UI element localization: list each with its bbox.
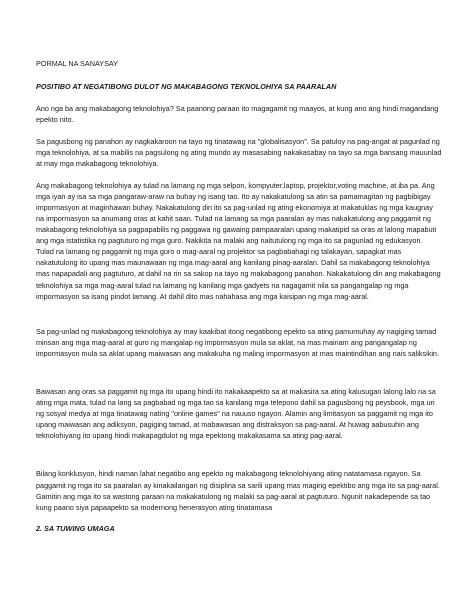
next-section-heading: 2. SA TUWING UMAGA xyxy=(36,524,115,534)
document-title: POSITIBO AT NEGATIBONG DULOT NG MAKABAGONG TEKNOLOHIYA SA PAARALAN xyxy=(36,82,337,92)
paragraph-positive-effects: Ang makabagong teknolohiya ay tulad na lamang ng mga selpon, kompyuter,laptop, projektor,voting machine, at iba pa. Ang mga iyan ay isa sa mga pangaraw-araw na buhay ng isang tao. Ito ay nakakatulong sa atin sa pamamagitan ng pagbibigay impormasyon at maginhawan buhay. Nakakatulong din ito sa pag-unlad ng ating ekonomiya at makatuklas ng mga kaugnay na impormasyon sa anumang oras at kahit saan. Tulad na lamang sa mga paaralan ay mas nakakatulong ang paggamit ng makabagong teknolohiya sa pagpapabilis ng paggawa ng gawaing pampaaralan upang makatipid sa oras at lalong mapabuti ang mga istatistika ng pagtuturo ng mga guro. Nakikita na malaki ang naitutulong ng mga ito sa pagunlad ng edukasyon. Tulad na lamang ng paggamit ng mga guro o mag-aaral ng projektor sa pagbabahagi ng talakayan, sapagkat mas nakatutulong ito upang mas maunawaan ng mga mag-aaral ang kanilang pinag-aaralan. Dahil sa makabagong teknolohiya mas napapadali ang pagtuturo, at dahil na rin sa sakop na tayo ng makabagong panahon. Nakakatulong din ang makabagong teknolohiya sa mga mag-aaral tulad na lamang ng kanilang mga gadyets na nagagamit nila sa pangangalap ng mga impormasyon sa isang pindot lamang. At dahil dito mas nahahasa ang mga kaisipan ng mga mag-aaral. xyxy=(36,180,441,301)
paragraph-intro: Ano nga ba ang makabagong teknolohiya? Sa paanong paraan ito magagamit ng maayos, at kung ano ang hindi magandang epekto nito. xyxy=(36,104,439,125)
paragraph-conclusion: Bilang konklusyon, hindi naman lahat negatibo ang epekto ng makabagong teknolohiyang ating natatamasa ngayon. Sa paggamit ng mga ito sa paaralan ay kinakailangan ng disiplina sa sarili upang mas maging epektibo ang mga ito sa pag-aaral. Gamitin ang mga ito sa wastong paraan na makakatulong ng malaki sa pag-aaral at pagtuturo. Ngunit nakadepende sa tao kung paano siya papaapekto sa modernong henerasyon ating tinatamasa xyxy=(36,469,440,512)
document-content xyxy=(36,58,442,534)
paragraph-limitations: Bawasan ang oras sa paggamit ng mga ito upang hindi ito nakakaapekto sa at makasira sa ating kalusugan lalong lalo na sa ating mga mata, tulad na lang sa pagbabad ng mga tao sa kanilang mga telepono dahil sa pagusbong ng peysbook, mga uri ng sosyal medya at mga tinatawag nating "online games" na nauuso ngayon. Alamin ang limitasyon sa paggamit ng mga ito upang maiwasan ang adiksyon, pagiging tamad, at mabawasan ang distraksyon sa pag-aaral. At huwag aabusuhin ang teknolohiyang ito upang hindi makapagdulot ng mga epektong makakasama sa ating pag-aaral. xyxy=(36,386,436,441)
document-label: PORMAL NA SANAYSAY xyxy=(36,59,119,68)
paragraph-negative-effects: Sa pag-unlad ng makabagong teknolohiya ay may kaakibat itong negatibong epekto sa ating pamumuhay ay nagiging tamad minsan ang mga mag-aaral at guro ng mangalap ng impormasyon mula sa aklat, na mas mainam ang pangangalap ng impormasyon mula sa aklat upang maiwasan ang makakuha ng maling impormasyon at mas maintindihan ang nais saliksikin. xyxy=(36,326,439,358)
paragraph-globalization: Sa pagusbong ng panahon ay nagkakaroon na tayo ng tinatawag na "globalisasyon". Sa patuloy na pag-angat at pagunlad ng mga teknolohiya, at sa mabilis na pagsulong ng ating mundo ay masasabing nakakasabay na tayo sa mga bansang mauunlad at may mga makabagong teknolohiya. xyxy=(36,136,442,169)
